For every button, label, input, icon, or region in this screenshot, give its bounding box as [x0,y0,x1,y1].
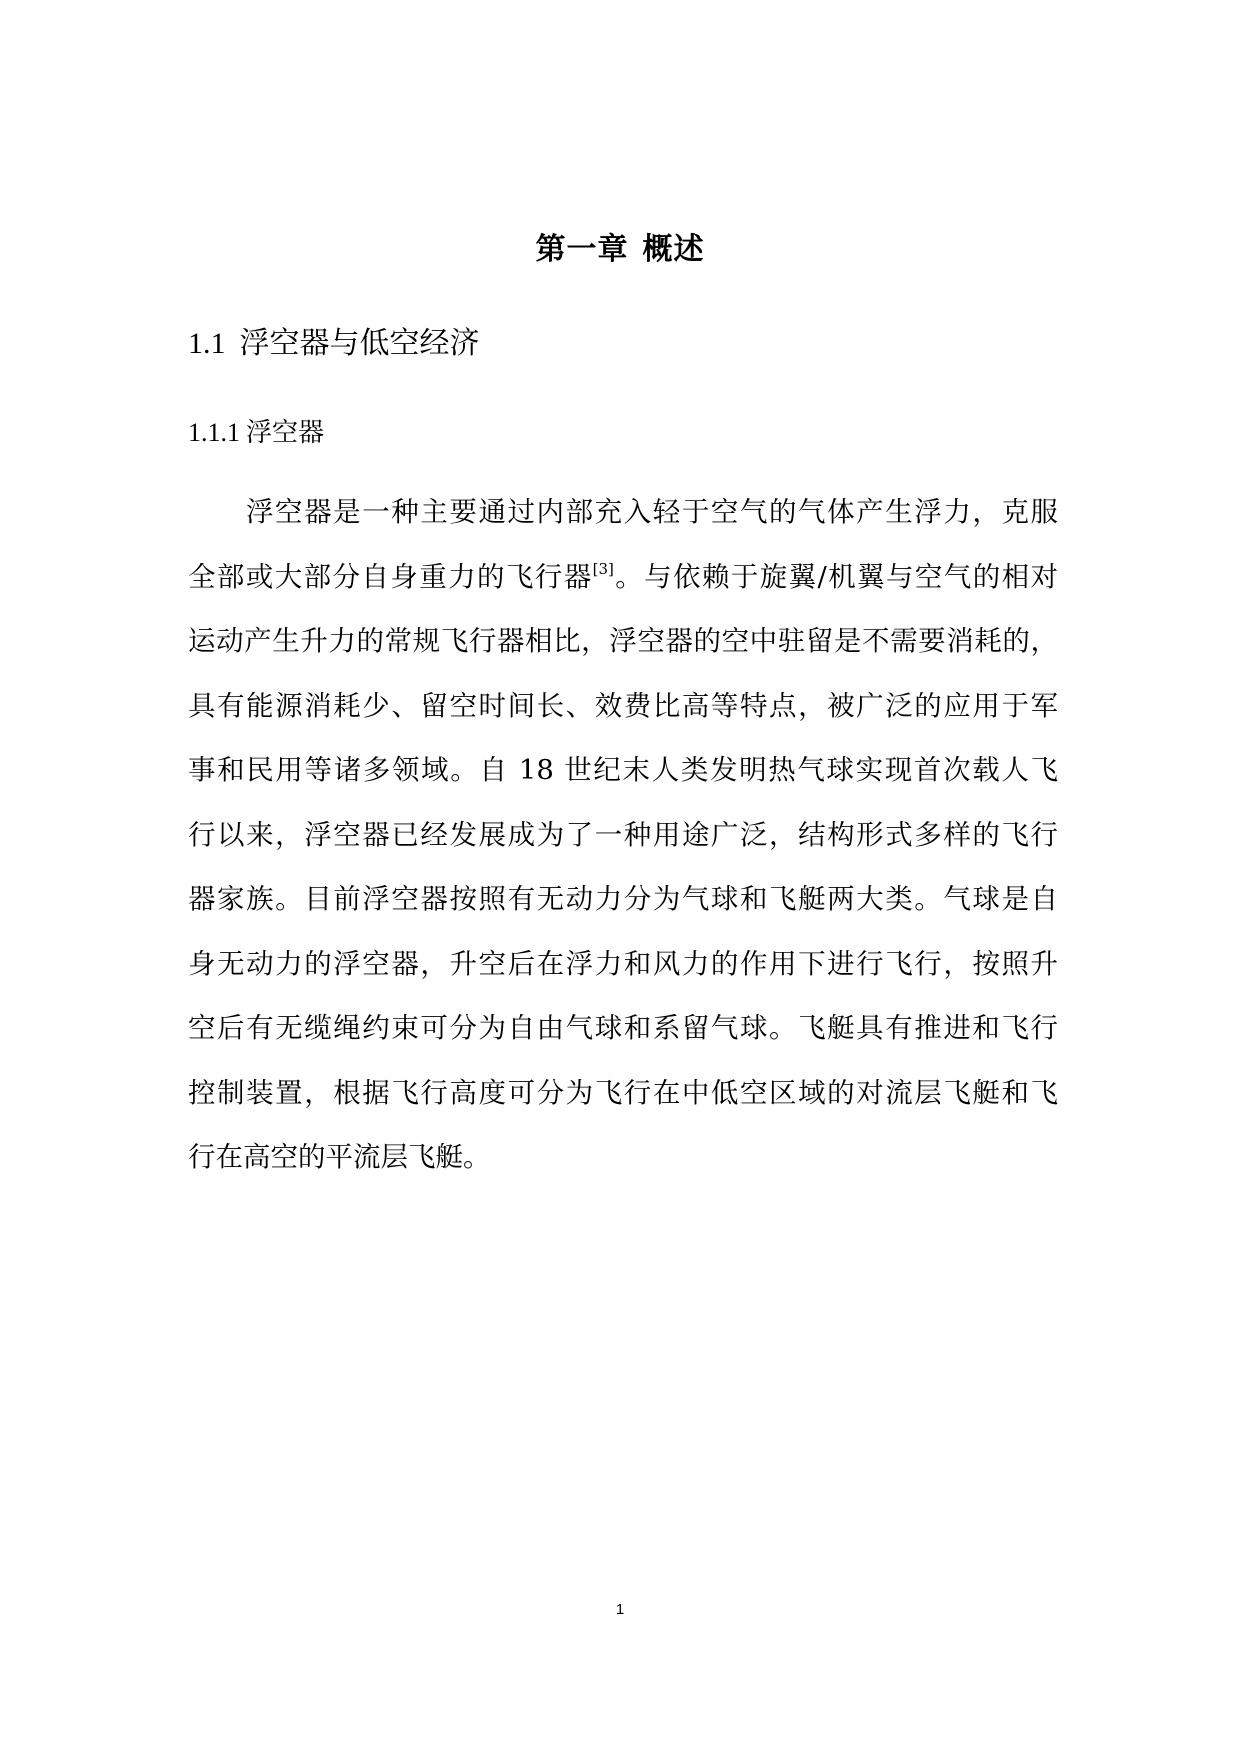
subsection-number: 1.1.1 [188,418,240,447]
section-heading [188,322,480,366]
paragraph-line: 运动产生升力的常规飞行器相比，浮空器的空中驻留是不需要消耗的， [188,625,1058,657]
subsection-title: 浮空器 [246,418,325,448]
chapter-label: 第一章 [535,232,629,267]
paragraph-line [188,545,1058,610]
paragraph-line: 控制装置，根据飞行高度可分为飞行在中低空区域的对流层飞艇和飞 [188,1076,1058,1109]
paragraph-line: 空后有无缆绳约束可分为自由气球和系留气球。飞艇具有推进和飞行 [188,1012,1058,1044]
subsection-heading [188,413,324,453]
paragraph-line: 事和民用等诸多领域。自 18 世纪末人类发明热气球实现首次载人飞 [188,754,1058,786]
paragraph-line: 行以来，浮空器已经发展成为了一种用途广泛，结构形式多样的飞行 [188,818,1058,851]
body-paragraph [188,480,1058,1190]
paragraph-line: 身无动力的浮空器，升空后在浮力和风力的作用下进行飞行，按照升 [188,947,1058,980]
citation-reference[interactable]: [3] [592,559,614,578]
paragraph-line: 行在高空的平流层飞艇。 [188,1141,491,1173]
chapter-name: 概述 [642,232,705,267]
section-number: 1.1 [188,327,226,360]
page-number: 1 [615,1601,625,1618]
chapter-title [0,228,1240,272]
paragraph-line: 浮空器是一种主要通过内部充入轻于空气的气体产生浮力，克服 [246,496,1058,528]
paragraph-line-text: 全部或大部分自身重力的飞行器 [188,560,593,593]
paragraph-line: 具有能源消耗少、留空时间长、效费比高等特点，被广泛的应用于军 [188,689,1058,722]
section-title: 浮空器与低空经济 [239,326,480,361]
paragraph-line-text: 。与依赖于旋翼/机翼与空气的相对 [613,560,1058,593]
paragraph-line: 器家族。目前浮空器按照有无动力分为气球和飞艇两大类。气球是自 [188,883,1058,915]
